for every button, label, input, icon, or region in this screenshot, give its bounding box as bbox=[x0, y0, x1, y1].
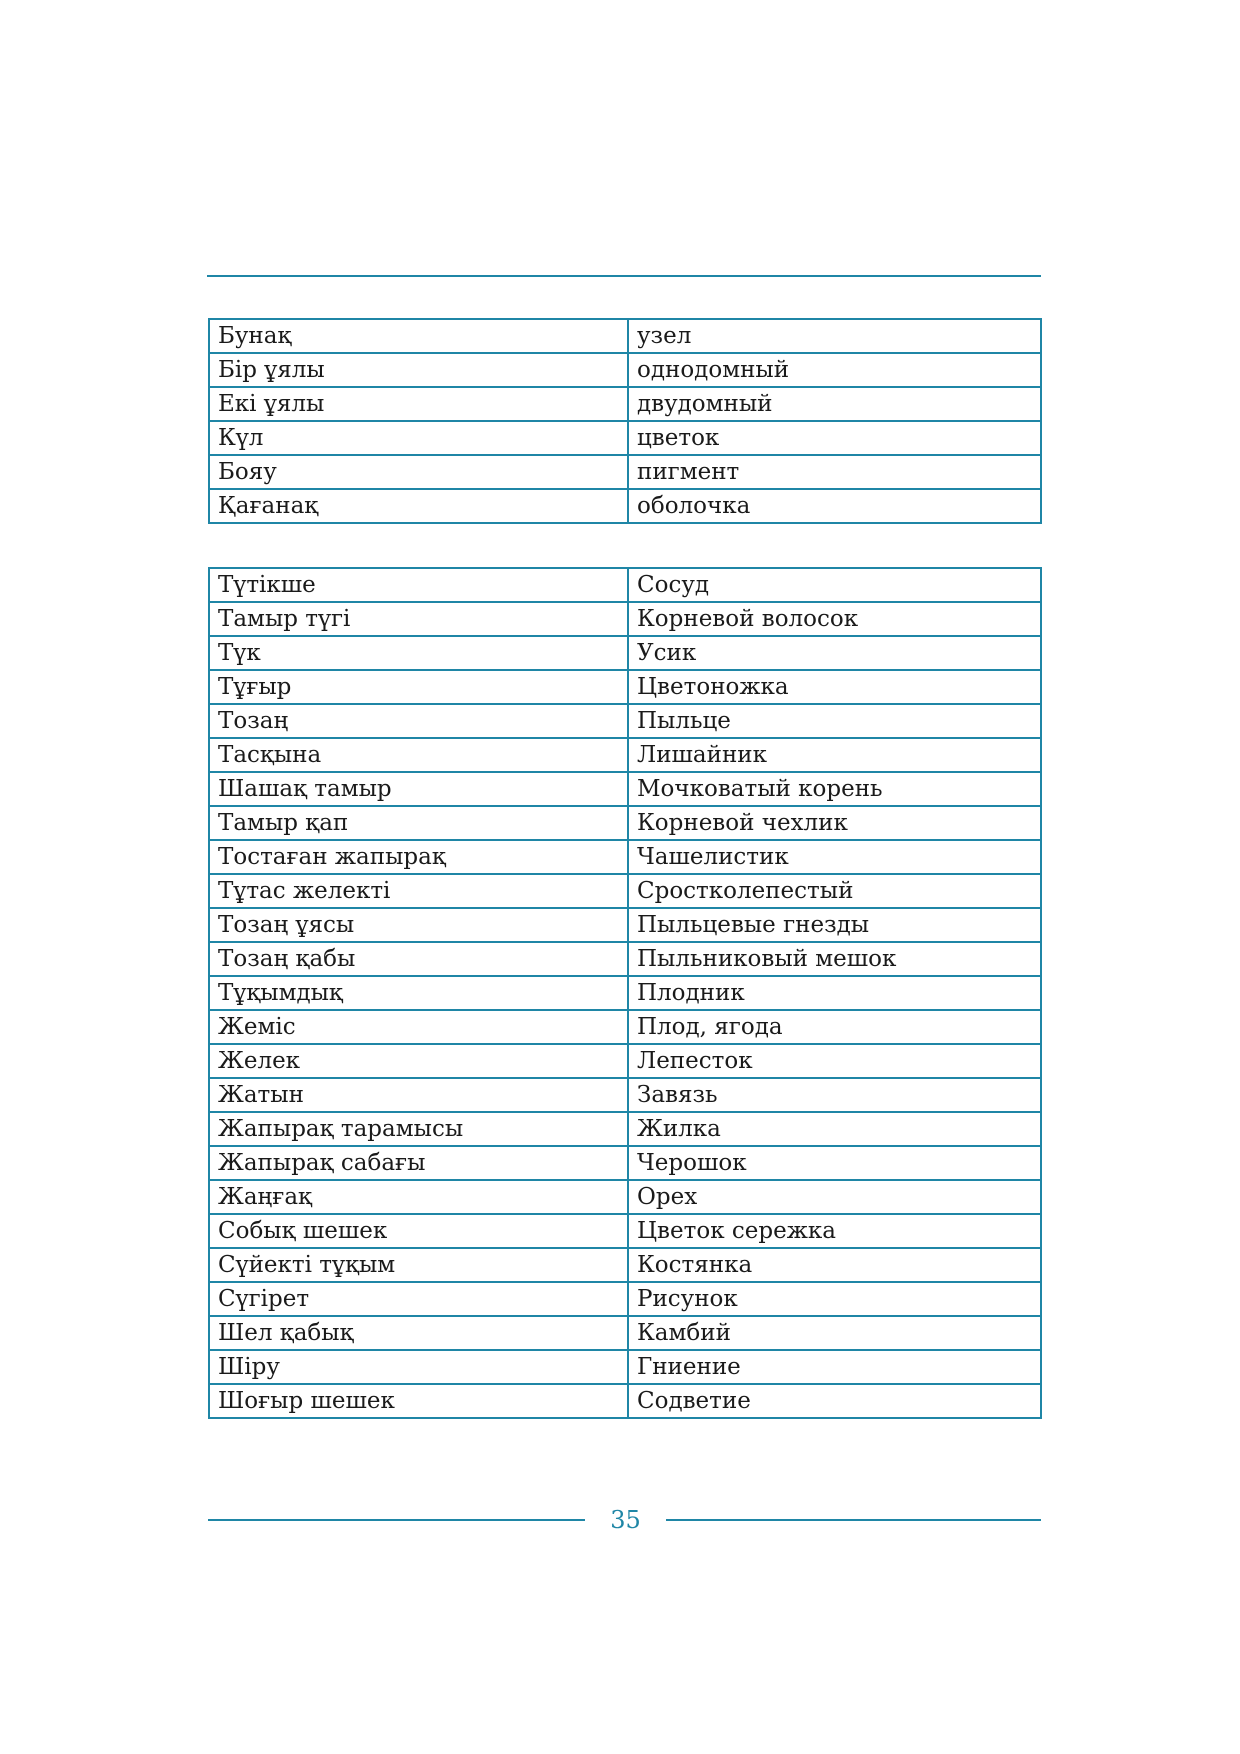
table-row bbox=[209, 874, 1041, 908]
table-row bbox=[209, 602, 1041, 636]
table-row bbox=[209, 353, 1041, 387]
term-kazakh: Бір ұялы bbox=[209, 353, 628, 387]
term-russian: Пыльце bbox=[628, 704, 1041, 738]
glossary-table-2-body bbox=[209, 568, 1041, 1418]
term-russian: Усик bbox=[628, 636, 1041, 670]
glossary-table-1-body bbox=[209, 319, 1041, 523]
table-row bbox=[209, 908, 1041, 942]
term-russian: Корневой волосок bbox=[628, 602, 1041, 636]
table-row bbox=[209, 489, 1041, 523]
term-russian: двудомный bbox=[628, 387, 1041, 421]
table-row bbox=[209, 636, 1041, 670]
term-kazakh: Желек bbox=[209, 1044, 628, 1078]
term-russian: Плод, ягода bbox=[628, 1010, 1041, 1044]
term-russian: Жилка bbox=[628, 1112, 1041, 1146]
table-row bbox=[209, 455, 1041, 489]
term-kazakh: Шел қабық bbox=[209, 1316, 628, 1350]
table-row bbox=[209, 1180, 1041, 1214]
term-kazakh: Тасқына bbox=[209, 738, 628, 772]
table-row bbox=[209, 772, 1041, 806]
term-kazakh: Жапырақ тарамысы bbox=[209, 1112, 628, 1146]
table-row bbox=[209, 387, 1041, 421]
table-row bbox=[209, 806, 1041, 840]
term-russian: Мочковатый корень bbox=[628, 772, 1041, 806]
table-row bbox=[209, 704, 1041, 738]
term-kazakh: Тұғыр bbox=[209, 670, 628, 704]
table-row bbox=[209, 670, 1041, 704]
term-kazakh: Собық шешек bbox=[209, 1214, 628, 1248]
term-russian: Сростколепестый bbox=[628, 874, 1041, 908]
table-row bbox=[209, 1112, 1041, 1146]
term-russian: Гниение bbox=[628, 1350, 1041, 1384]
table-row bbox=[209, 421, 1041, 455]
term-russian: Черошок bbox=[628, 1146, 1041, 1180]
term-russian: Рисунок bbox=[628, 1282, 1041, 1316]
term-russian: Лишайник bbox=[628, 738, 1041, 772]
table-row bbox=[209, 568, 1041, 602]
term-kazakh: Тұқымдық bbox=[209, 976, 628, 1010]
term-russian: Плодник bbox=[628, 976, 1041, 1010]
table-row bbox=[209, 1078, 1041, 1112]
term-russian: Чашелистик bbox=[628, 840, 1041, 874]
term-kazakh: Жапырақ сабағы bbox=[209, 1146, 628, 1180]
term-russian: Орех bbox=[628, 1180, 1041, 1214]
term-russian: Завязь bbox=[628, 1078, 1041, 1112]
table-row bbox=[209, 942, 1041, 976]
term-kazakh: Сүйекті тұқым bbox=[209, 1248, 628, 1282]
table-row bbox=[209, 1010, 1041, 1044]
term-kazakh: Тозаң ұясы bbox=[209, 908, 628, 942]
term-russian: Камбий bbox=[628, 1316, 1041, 1350]
table-row bbox=[209, 1146, 1041, 1180]
term-russian: Пыльниковый мешок bbox=[628, 942, 1041, 976]
table-row bbox=[209, 1214, 1041, 1248]
glossary-table-1 bbox=[208, 318, 1042, 524]
term-russian: Цветок сережка bbox=[628, 1214, 1041, 1248]
table-row bbox=[209, 1384, 1041, 1418]
footer-rule-right bbox=[666, 1519, 1041, 1521]
term-russian: Сосуд bbox=[628, 568, 1041, 602]
term-russian: Костянка bbox=[628, 1248, 1041, 1282]
term-russian: узел bbox=[628, 319, 1041, 353]
term-russian: пигмент bbox=[628, 455, 1041, 489]
term-kazakh: Тостаған жапырақ bbox=[209, 840, 628, 874]
term-kazakh: Шоғыр шешек bbox=[209, 1384, 628, 1418]
term-kazakh: Сүгірет bbox=[209, 1282, 628, 1316]
term-kazakh: Тұтас желекті bbox=[209, 874, 628, 908]
term-russian: цветок bbox=[628, 421, 1041, 455]
term-russian: Лепесток bbox=[628, 1044, 1041, 1078]
header-rule bbox=[207, 275, 1041, 277]
term-kazakh: Тамыр түгі bbox=[209, 602, 628, 636]
table-row bbox=[209, 840, 1041, 874]
table-row bbox=[209, 1282, 1041, 1316]
term-russian: Содветие bbox=[628, 1384, 1041, 1418]
table-row bbox=[209, 1350, 1041, 1384]
term-kazakh: Қағанақ bbox=[209, 489, 628, 523]
term-kazakh: Түтікше bbox=[209, 568, 628, 602]
term-russian: однодомный bbox=[628, 353, 1041, 387]
term-kazakh: Жаңғақ bbox=[209, 1180, 628, 1214]
term-kazakh: Тамыр қап bbox=[209, 806, 628, 840]
table-row bbox=[209, 1316, 1041, 1350]
term-kazakh: Шіру bbox=[209, 1350, 628, 1384]
page-number: 35 bbox=[610, 1506, 641, 1534]
table-row bbox=[209, 1044, 1041, 1078]
table-row bbox=[209, 976, 1041, 1010]
table-row bbox=[209, 738, 1041, 772]
term-kazakh: Жатын bbox=[209, 1078, 628, 1112]
term-kazakh: Күл bbox=[209, 421, 628, 455]
footer-rule-left bbox=[208, 1519, 585, 1521]
term-kazakh: Шашақ тамыр bbox=[209, 772, 628, 806]
term-kazakh: Екі ұялы bbox=[209, 387, 628, 421]
term-russian: Цветоножка bbox=[628, 670, 1041, 704]
term-kazakh: Жеміс bbox=[209, 1010, 628, 1044]
glossary-table-2 bbox=[208, 567, 1042, 1419]
term-kazakh: Тозаң қабы bbox=[209, 942, 628, 976]
term-kazakh: Бунақ bbox=[209, 319, 628, 353]
table-row bbox=[209, 319, 1041, 353]
term-russian: Пыльцевые гнезды bbox=[628, 908, 1041, 942]
term-russian: Корневой чехлик bbox=[628, 806, 1041, 840]
term-kazakh: Бояу bbox=[209, 455, 628, 489]
table-row bbox=[209, 1248, 1041, 1282]
term-russian: оболочка bbox=[628, 489, 1041, 523]
term-kazakh: Түк bbox=[209, 636, 628, 670]
term-kazakh: Тозаң bbox=[209, 704, 628, 738]
